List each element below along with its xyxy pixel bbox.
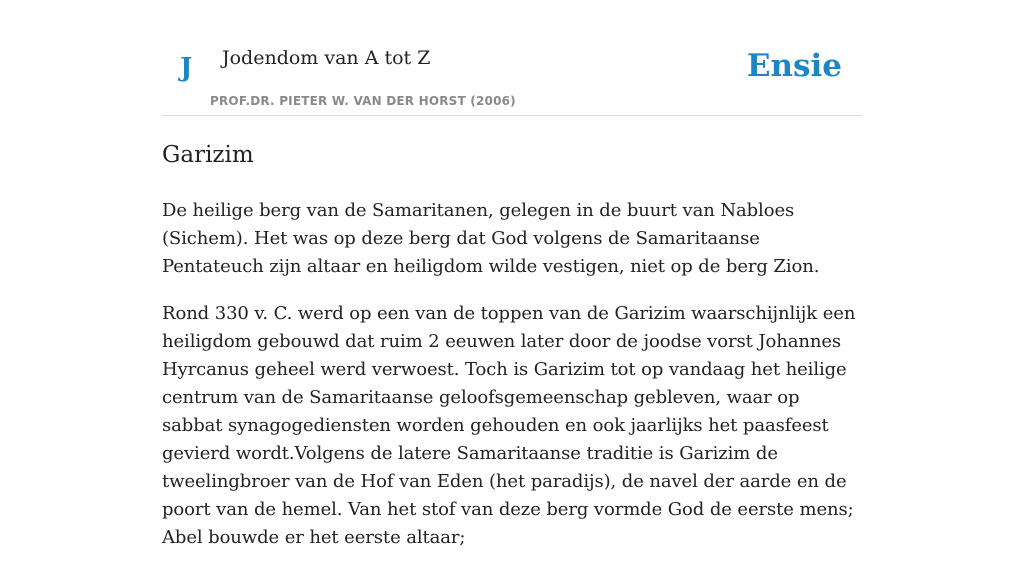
article: [162, 138, 864, 571]
article-paragraph: Rond 330 v. C. werd op een van de toppen van de Garizim waarschijnlijk een heiligdom gebouwd dat ruim 2 eeuwen later door de joodse vorst Johannes Hyrcanus geheel werd verwoest. Toch is Garizim tot op vandaag het heilige centrum van de Samaritaanse geloofsgemeenschap gebleven, waar op sabbat synagogediensten worden gehouden en ook jaarlijks het paasfeest gevierd wordt.Volgens de latere Samaritaanse traditie is Garizim de tweelingbroer van de Hof van Eden (het paradijs), de navel der aarde en de poort van de hemel. Van het stof van deze berg vormde God de eerste mens; Abel bouwde er het eerste altaar;: [162, 303, 856, 548]
ensie-logo[interactable]: Ensie: [746, 48, 842, 84]
book-author: PROF.DR. PIETER W. VAN DER HORST (2006): [210, 94, 516, 108]
book-title[interactable]: Jodendom van A tot Z: [222, 47, 431, 69]
header: [162, 40, 862, 116]
article-title: Garizim: [162, 142, 254, 168]
article-paragraph: De heilige berg van de Samaritanen, gelegen in de buurt van Nabloes (Sichem). Het was op deze berg dat God volgens de Samaritaanse Pentateuch zijn altaar en heiligdom wilde vestigen, niet op de berg Zion.: [162, 200, 820, 277]
book-letter-icon[interactable]: J: [180, 53, 193, 83]
